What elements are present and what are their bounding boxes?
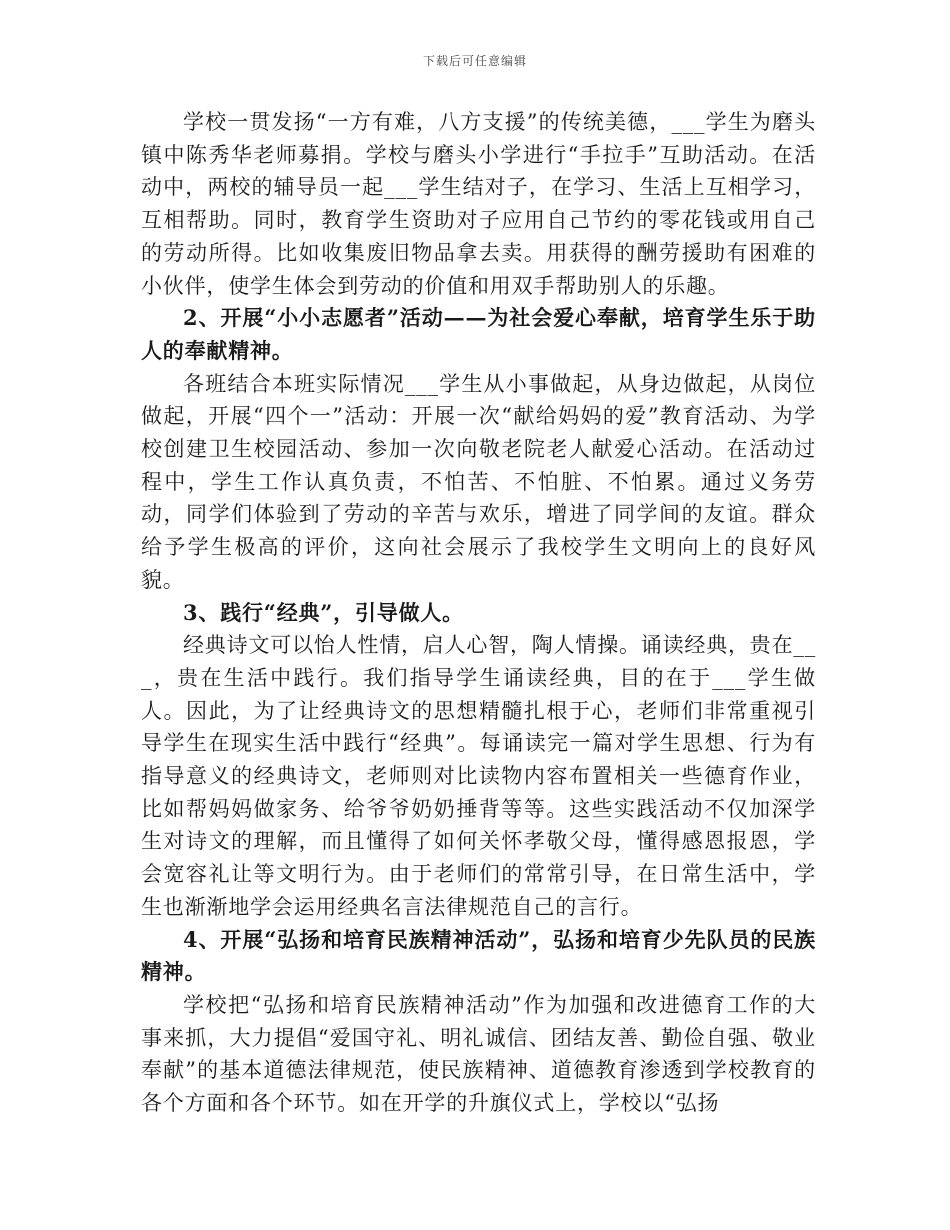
section-heading-3: 3、践行“经典”，引导做人。 [183, 599, 464, 625]
paragraph-body-3: 经典诗文可以怡人性情，启人心智，陶人情操。诵读经典，贵在___，贵在生活中践行。我们指导学生诵读经典，目的在于___学生做人。因此，为了让经典诗文的思想精髓扎根于心，老师们非常重视引导学生在现实生活中践行“经典”。每诵读完一篇对学生思想、行为有指导意义的经典诗文，老师则对比读物内容布置相关一些德育作业，比如帮妈妈做家务、给爷爷奶奶捶背等等。这些实践活动不仅加深学生对诗文的理解，而且懂得了如何关怀孝敬父母，懂得感恩报恩，学会宽容礼让等文明行为。由于老师们的常常引导，在日常生活中，学生也渐渐地学会运用经典名言法律规范自己的言行。 [141, 633, 816, 919]
document-body [141, 106, 816, 1120]
paragraph-body-2: 各班结合本班实际情况___学生从小事做起，从身边做起，从岗位做起，开展“四个一”活动：开展一次“献给妈妈的爱”教育活动、为学校创建卫生校园活动、参加一次向敬老院老人献爱心活动。在活动过程中，学生工作认真负责，不怕苦、不怕脏、不怕累。通过义务劳动，同学们体验到了劳动的辛苦与欢乐，增进了同学间的友谊。群众给予学生极高的评价，这向社会展示了我校学生文明向上的良好风貌。 [141, 371, 816, 592]
section-heading-2: 2、开展“小小志愿者”活动——为社会爱心奉献，培育学生乐于助人的奉献精神。 [141, 305, 816, 363]
paragraph-body-4: 学校把“弘扬和培育民族精神活动”作为加强和改进德育工作的大事来抓，大力提倡“爱国守礼、明礼诚信、团结友善、勤俭自强、敬业奉献”的基本道德法律规范，使民族精神、道德教育渗透到学校教育的各个方面和各个环节。如在开学的升旗仪式上，学校以“弘扬 [141, 992, 816, 1116]
paragraph-body-1: 学校一贯发扬“一方有难，八方支援”的传统美德，___学生为磨头镇中陈秀华老师募捐。学校与磨头小学进行“手拉手”互助活动。在活动中，两校的辅导员一起___学生结对子，在学习、生活上互相学习，互相帮助。同时，教育学生资助对子应用自己节约的零花钱或用自己的劳动所得。比如收集废旧物品拿去卖。用获得的酬劳援助有困难的小伙伴，使学生体会到劳动的价值和用双手帮助别人的乐趣。 [141, 110, 816, 298]
page-header: 下载后可任意编辑 [422, 54, 527, 68]
section-heading-4: 4、开展“弘扬和培育民族精神活动”，弘扬和培育少先队员的民族精神。 [141, 926, 816, 985]
